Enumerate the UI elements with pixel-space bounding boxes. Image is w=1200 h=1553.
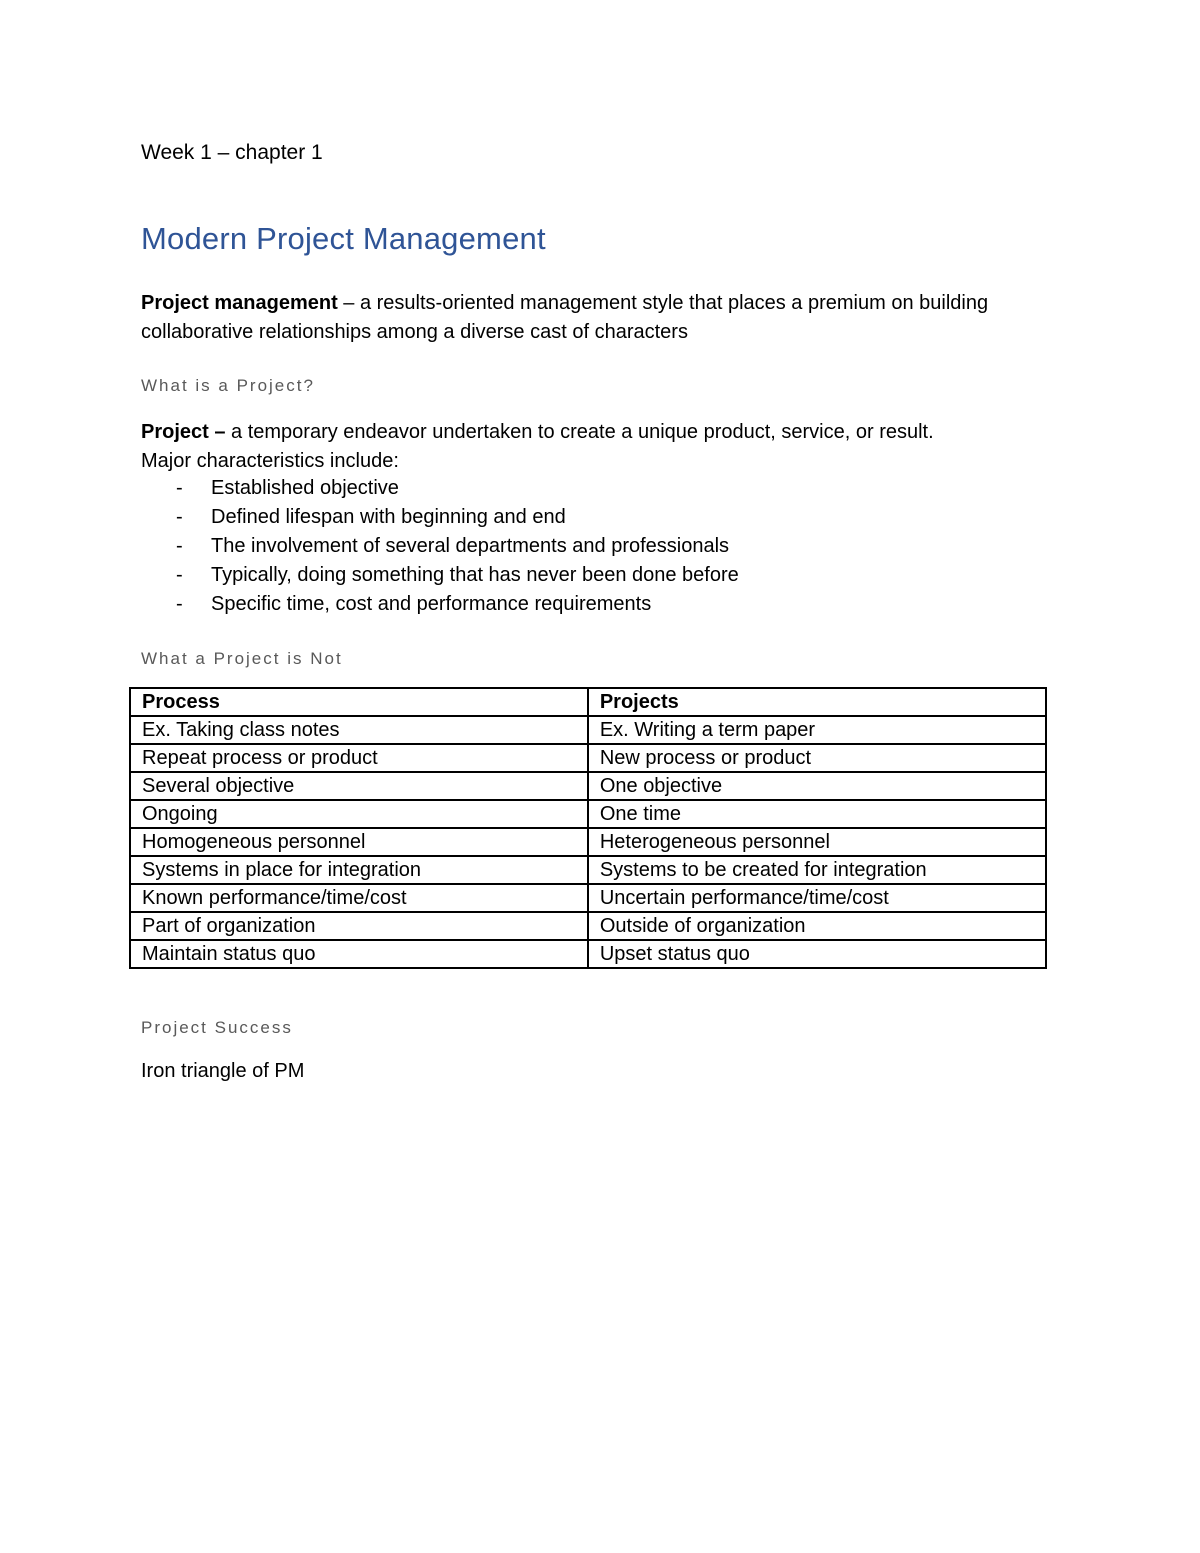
table-cell: Ex. Taking class notes [130,716,588,744]
table-row [130,716,1046,744]
bullet-dash: - [176,564,183,586]
table-row [130,856,1046,884]
header-process: Process [130,688,588,716]
iron-triangle-text: Iron triangle of PM [141,1060,305,1082]
table-cell: Homogeneous personnel [130,828,588,856]
list-item [141,590,739,619]
list-item-text: Specific time, cost and performance requirements [211,593,652,615]
table-header-row [130,688,1046,716]
table-row [130,744,1046,772]
table-row [130,912,1046,940]
process-vs-projects-table [129,687,1047,969]
table-cell: Outside of organization [588,912,1046,940]
table-cell: Known performance/time/cost [130,884,588,912]
characteristics-list [141,474,739,619]
list-item [141,503,739,532]
table-cell: Upset status quo [588,940,1046,968]
table-cell: Several objective [130,772,588,800]
project-term: Project – [141,421,226,443]
table-row [130,884,1046,912]
pm-definition-line-2: collaborative relationships among a diverse cast of characters [141,321,688,343]
project-definition [141,418,934,476]
pm-term: Project management [141,292,338,314]
week-label: Week 1 – chapter 1 [141,141,323,164]
table-row [130,940,1046,968]
table-cell: Heterogeneous personnel [588,828,1046,856]
list-item-text: Defined lifespan with beginning and end [211,506,566,528]
table-row [130,828,1046,856]
table-cell: Systems in place for integration [130,856,588,884]
page-title: Modern Project Management [141,221,546,256]
list-item [141,532,739,561]
table-cell: Ex. Writing a term paper [588,716,1046,744]
table-cell: Maintain status quo [130,940,588,968]
table-cell: Part of organization [130,912,588,940]
pm-definition [141,289,988,347]
project-definition-line [141,418,934,447]
list-item [141,561,739,590]
table-cell: New process or product [588,744,1046,772]
pm-definition-line-1 [141,289,988,318]
project-definition-text: a temporary endeavor undertaken to create a unique product, service, or result. [225,421,934,443]
heading-project-success: Project Success [141,1018,293,1037]
table-cell: Systems to be created for integration [588,856,1046,884]
table-cell: One objective [588,772,1046,800]
pm-definition-text: – a results-oriented management style that places a premium on building [337,292,989,314]
table-cell: Repeat process or product [130,744,588,772]
list-item-text: Typically, doing something that has never been done before [211,564,739,586]
characteristics-intro: Major characteristics include: [141,450,399,472]
table-row [130,800,1046,828]
list-item [141,474,739,503]
table-cell: Ongoing [130,800,588,828]
list-item-text: Established objective [211,477,399,499]
bullet-dash: - [176,506,183,528]
table-cell: One time [588,800,1046,828]
heading-what-a-project-is-not: What a Project is Not [141,649,343,668]
bullet-dash: - [176,535,183,557]
bullet-dash: - [176,477,183,499]
heading-what-is-a-project: What is a Project? [141,376,315,395]
header-projects: Projects [588,688,1046,716]
table-row [130,772,1046,800]
bullet-dash: - [176,593,183,615]
table-cell: Uncertain performance/time/cost [588,884,1046,912]
list-item-text: The involvement of several departments and professionals [211,535,730,557]
